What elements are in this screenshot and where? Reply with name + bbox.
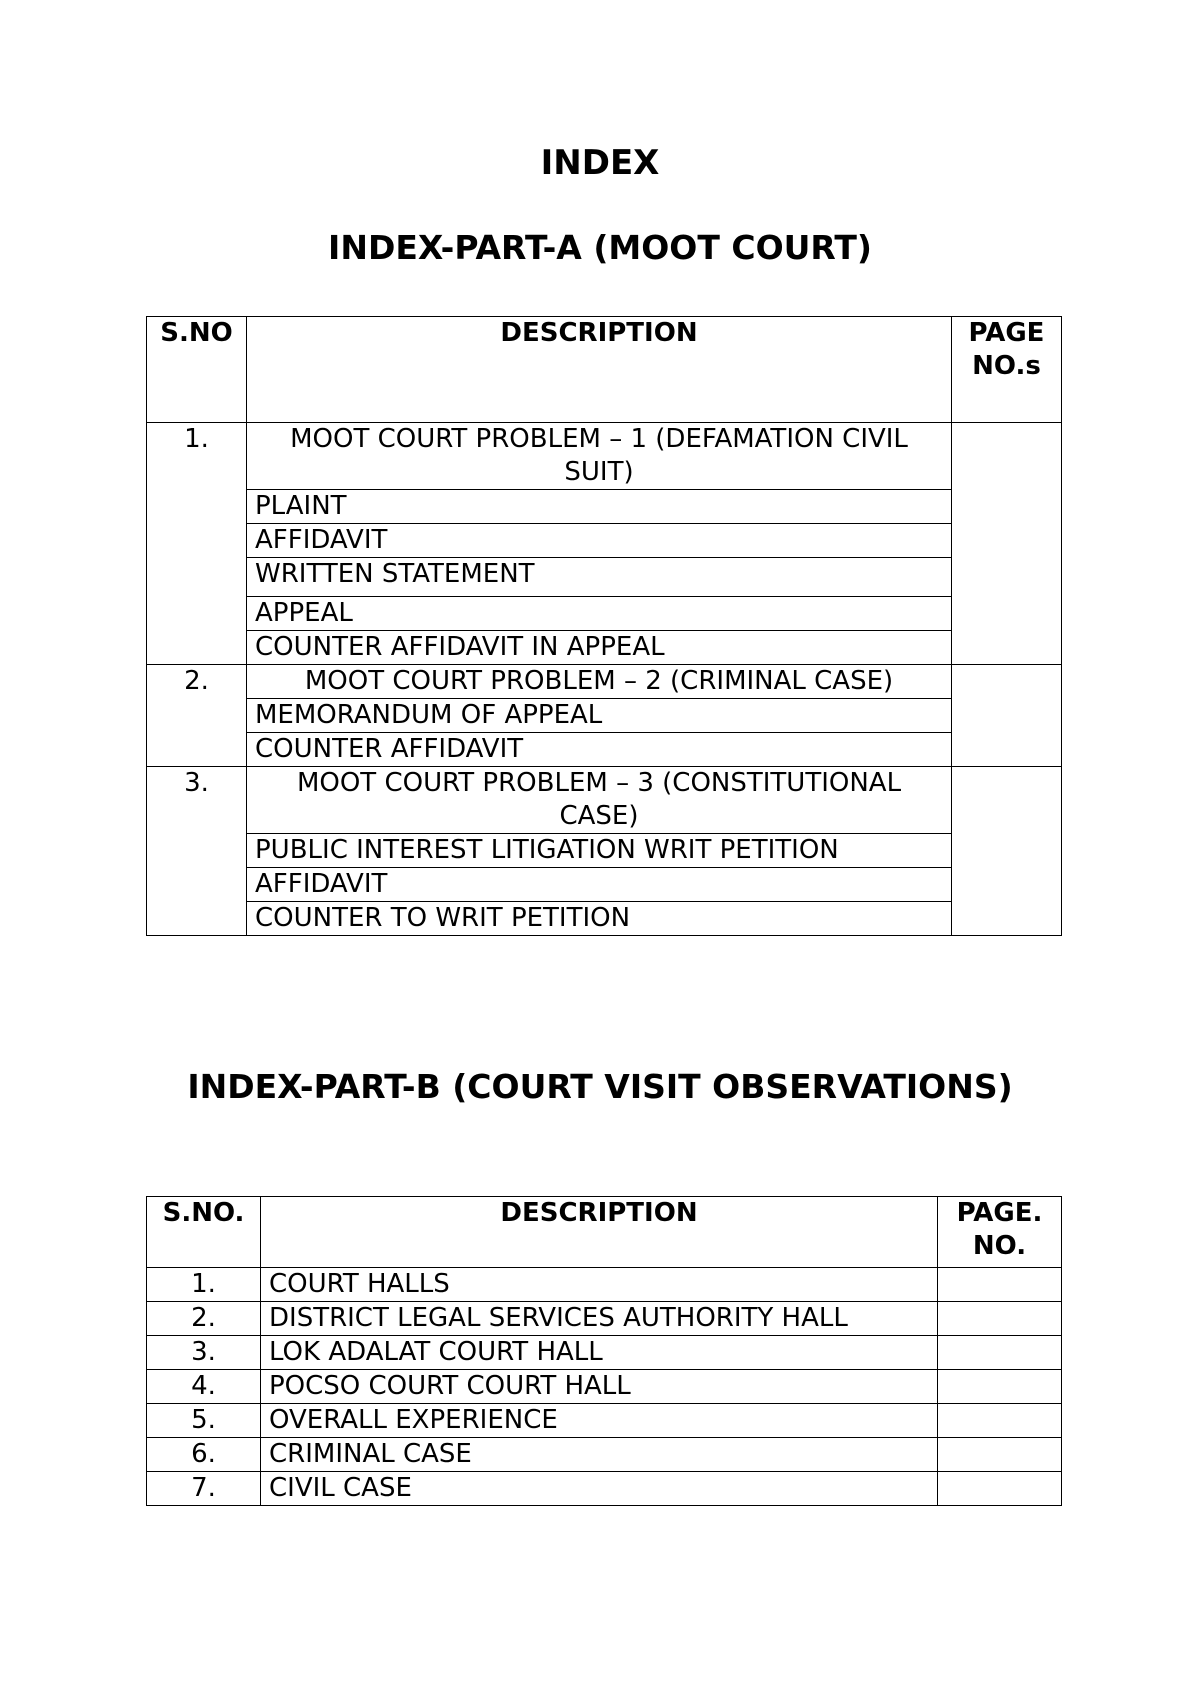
table-row bbox=[147, 834, 1062, 868]
page-cell bbox=[938, 1336, 1062, 1370]
table-row bbox=[147, 597, 1062, 631]
description-cell: COURT HALLS bbox=[261, 1268, 938, 1302]
problem-cell: MOOT COURT PROBLEM – 3 (CONSTITUTIONAL CASE) bbox=[247, 767, 952, 834]
description-cell: WRITTEN STATEMENT bbox=[247, 558, 952, 597]
page-cell bbox=[952, 665, 1062, 767]
table-row bbox=[147, 665, 1062, 699]
table-row bbox=[147, 524, 1062, 558]
table-header-row bbox=[147, 1197, 1062, 1268]
sno-cell: 3. bbox=[147, 767, 247, 936]
table-row bbox=[147, 699, 1062, 733]
description-cell: CRIMINAL CASE bbox=[261, 1438, 938, 1472]
sno-cell: 3. bbox=[147, 1336, 261, 1370]
sno-header: S.NO bbox=[147, 317, 247, 423]
table-row bbox=[147, 1336, 1062, 1370]
sno-cell: 1. bbox=[147, 423, 247, 665]
description-cell: DISTRICT LEGAL SERVICES AUTHORITY HALL bbox=[261, 1302, 938, 1336]
page-cell bbox=[938, 1302, 1062, 1336]
description-header: DESCRIPTION bbox=[247, 317, 952, 423]
sno-cell: 1. bbox=[147, 1268, 261, 1302]
court-visit-index-table bbox=[146, 1196, 1062, 1506]
page-cell bbox=[938, 1472, 1062, 1506]
table-header-row bbox=[147, 317, 1062, 423]
table-row bbox=[147, 733, 1062, 767]
page-cell bbox=[938, 1370, 1062, 1404]
table-row bbox=[147, 1370, 1062, 1404]
description-cell: AFFIDAVIT bbox=[247, 868, 952, 902]
sno-cell: 5. bbox=[147, 1404, 261, 1438]
table-row bbox=[147, 902, 1062, 936]
moot-court-index-table bbox=[146, 316, 1062, 936]
page-title: INDEX bbox=[540, 143, 660, 183]
sno-cell: 4. bbox=[147, 1370, 261, 1404]
table-row bbox=[147, 767, 1062, 834]
table-row bbox=[147, 868, 1062, 902]
page-cell bbox=[952, 767, 1062, 936]
table-row bbox=[147, 1472, 1062, 1506]
page-cell bbox=[938, 1404, 1062, 1438]
page-cell bbox=[938, 1438, 1062, 1472]
description-cell: PLAINT bbox=[247, 490, 952, 524]
description-cell: COUNTER AFFIDAVIT IN APPEAL bbox=[247, 631, 952, 665]
table-row bbox=[147, 1302, 1062, 1336]
page-header: PAGE NO.s bbox=[952, 317, 1062, 423]
description-cell: POCSO COURT COURT HALL bbox=[261, 1370, 938, 1404]
part-b-title: INDEX-PART-B (COURT VISIT OBSERVATIONS) bbox=[187, 1067, 1013, 1106]
description-cell: OVERALL EXPERIENCE bbox=[261, 1404, 938, 1438]
table-row bbox=[147, 631, 1062, 665]
description-cell: MEMORANDUM OF APPEAL bbox=[247, 699, 952, 733]
table-row bbox=[147, 558, 1062, 597]
page-cell bbox=[952, 423, 1062, 665]
problem-cell: MOOT COURT PROBLEM – 1 (DEFAMATION CIVIL SUIT) bbox=[247, 423, 952, 490]
table-row bbox=[147, 1268, 1062, 1302]
description-cell: AFFIDAVIT bbox=[247, 524, 952, 558]
description-header: DESCRIPTION bbox=[261, 1197, 938, 1268]
page-cell bbox=[938, 1268, 1062, 1302]
description-cell: APPEAL bbox=[247, 597, 952, 631]
sno-cell: 2. bbox=[147, 665, 247, 767]
sno-header: S.NO. bbox=[147, 1197, 261, 1268]
description-cell: COUNTER TO WRIT PETITION bbox=[247, 902, 952, 936]
description-cell: LOK ADALAT COURT HALL bbox=[261, 1336, 938, 1370]
table-row bbox=[147, 1438, 1062, 1472]
description-cell: CIVIL CASE bbox=[261, 1472, 938, 1506]
table-row bbox=[147, 1404, 1062, 1438]
description-cell: PUBLIC INTEREST LITIGATION WRIT PETITION bbox=[247, 834, 952, 868]
page-header: PAGE. NO. bbox=[938, 1197, 1062, 1268]
problem-cell: MOOT COURT PROBLEM – 2 (CRIMINAL CASE) bbox=[247, 665, 952, 699]
table-row bbox=[147, 490, 1062, 524]
sno-cell: 7. bbox=[147, 1472, 261, 1506]
sno-cell: 6. bbox=[147, 1438, 261, 1472]
description-cell: COUNTER AFFIDAVIT bbox=[247, 733, 952, 767]
table-row bbox=[147, 423, 1062, 490]
part-a-title: INDEX-PART-A (MOOT COURT) bbox=[328, 228, 872, 267]
sno-cell: 2. bbox=[147, 1302, 261, 1336]
